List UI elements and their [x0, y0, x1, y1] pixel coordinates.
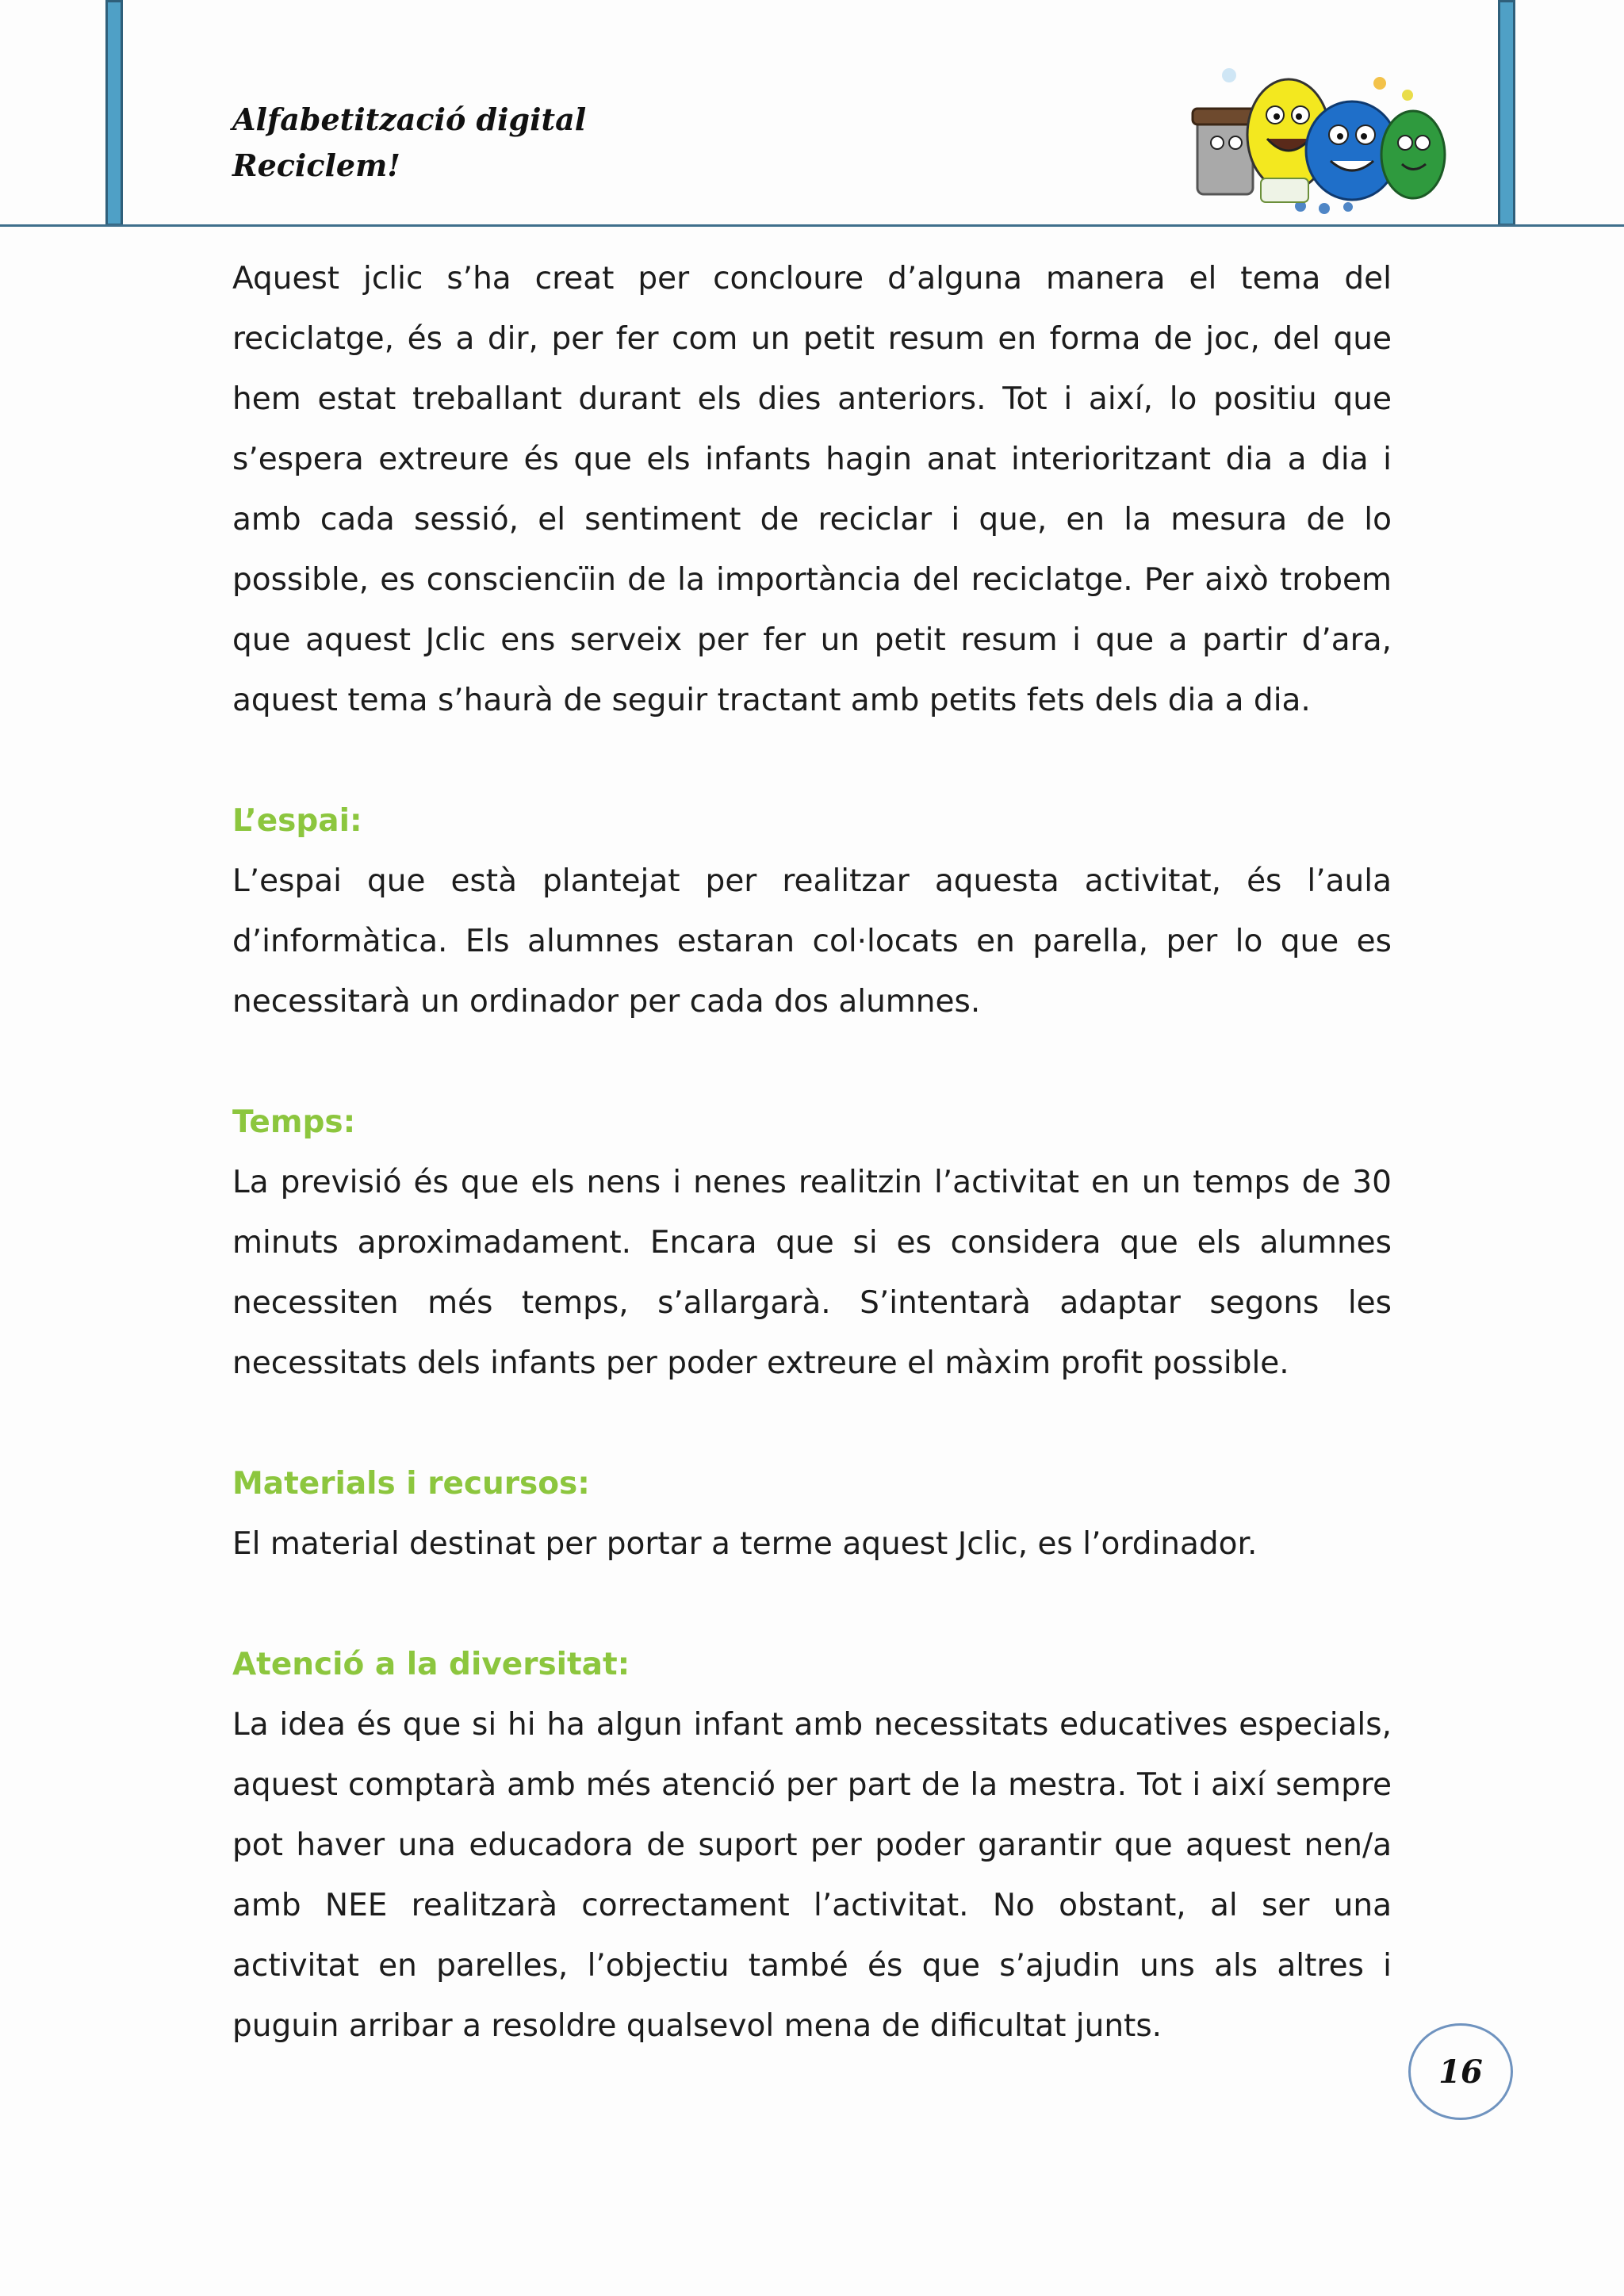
header-divider	[0, 224, 1624, 227]
header-frame-right	[1498, 0, 1515, 226]
section-body-espai: L’espai que està plantejat per realitzar aquesta activitat, és l’aula d’informàtica. Els alumnes estaran col·locats en parella, per lo que es necessitarà un ordinador per cada dos alumnes.	[232, 863, 1392, 1020]
header-line-1: Alfabetització digital	[232, 101, 587, 137]
running-header	[232, 97, 586, 189]
section-heading-temps: Temps:	[232, 1104, 356, 1140]
section-body-materials: El material destinat per portar a terme aquest Jclic, es l’ordinador.	[232, 1526, 1258, 1562]
header-frame-left	[105, 0, 123, 226]
page-number: 16	[1408, 2023, 1513, 2120]
section-heading-diversitat: Atenció a la diversitat:	[232, 1647, 630, 1682]
recycling-bins-characters-icon	[1182, 59, 1451, 218]
section-heading-materials: Materials i recursos:	[232, 1466, 590, 1502]
section-heading-espai: L’espai:	[232, 803, 362, 839]
section-body-temps: La previsió és que els nens i nenes realitzin l’activitat en un temps de 30 minuts aproximadament. Encara que si es considera que els alumnes necessiten més temps, s’allargarà. S’intentarà adaptar segons les necessitats dels infants per poder extreure el màxim profit possible.	[232, 1165, 1392, 1381]
page-content	[232, 249, 1392, 2057]
intro-paragraph: Aquest jclic s’ha creat per concloure d’alguna manera el tema del reciclatge, és a dir, per fer com un petit resum en forma de joc, del que hem estat treballant durant els dies anteriors. Tot i així, lo positiu que s’espera extreure és que els infants hagin anat interioritzant dia a dia i amb cada sessió, el sentiment de reciclar i que, en la mesura de lo possible, es consciencïin de la importància del reciclatge. Per això trobem que aquest Jclic ens serveix per fer un petit resum i que a partir d’ara, aquest tema s’haurà de seguir tractant amb petits fets dels dia a dia.	[232, 261, 1392, 718]
header-line-2: Reciclem!	[232, 147, 400, 183]
section-body-diversitat: La idea és que si hi ha algun infant amb necessitats educatives especials, aquest comptarà amb més atenció per part de la mestra. Tot i així sempre pot haver una educadora de suport per poder garantir que aquest nen/a amb NEE realitzarà correctament l’activitat. No obstant, al ser una activitat en parelles, l’objectiu també és que s’ajudin uns als altres i puguin arribar a resoldre qualsevol mena de dificultat junts.	[232, 1707, 1392, 2044]
